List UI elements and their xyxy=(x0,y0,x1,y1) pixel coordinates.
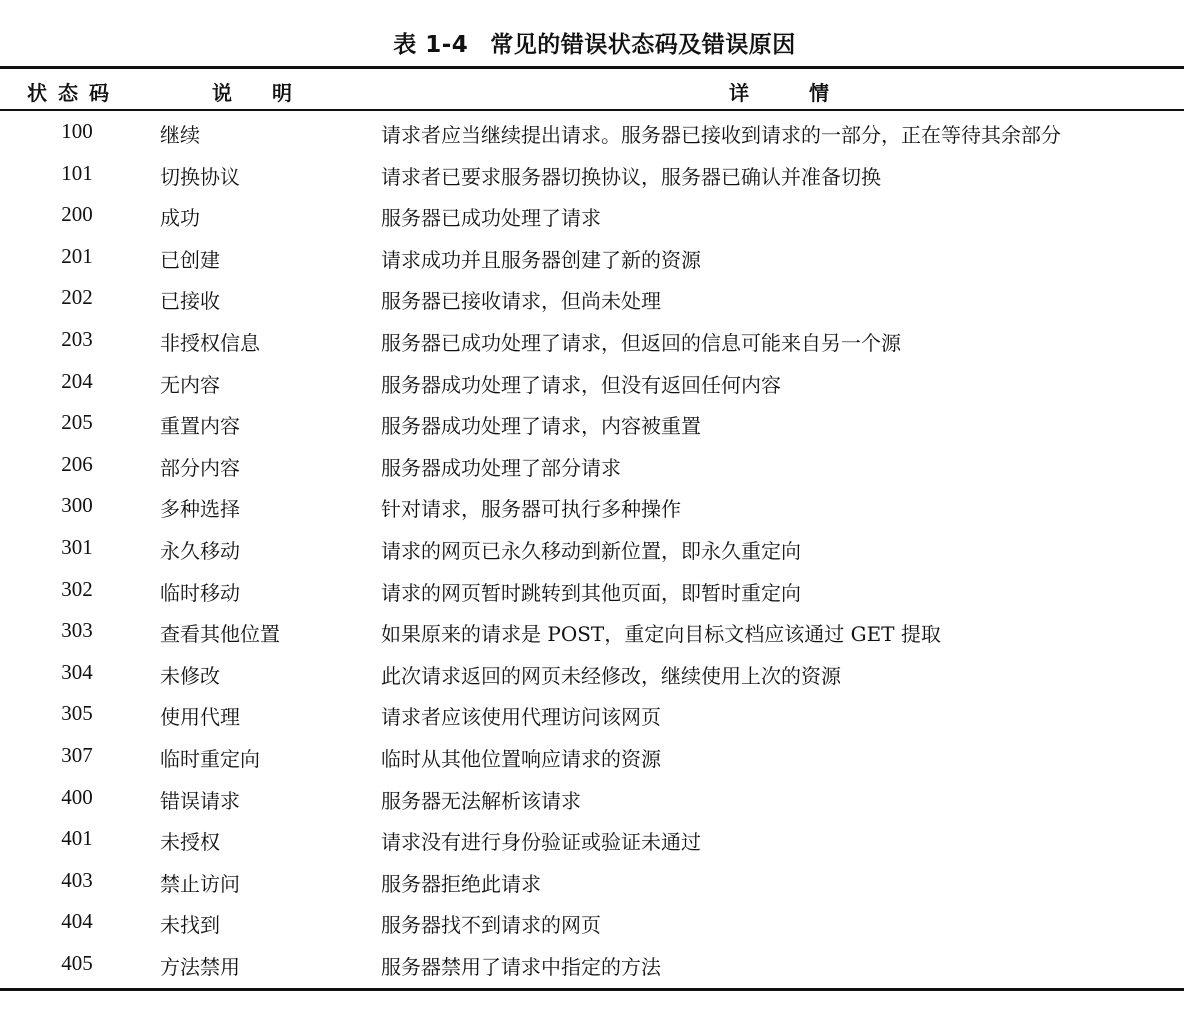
table-row xyxy=(0,901,1184,943)
status-code-cell: 301 xyxy=(61,534,93,559)
detail-cell: 服务器拒绝此请求 xyxy=(381,871,541,896)
table-row xyxy=(0,194,1184,236)
table-row xyxy=(0,943,1184,985)
table-row xyxy=(0,111,1184,153)
description-cell: 已创建 xyxy=(160,247,220,272)
header-description: 说明 xyxy=(212,81,332,105)
table-bottom-rule xyxy=(0,988,1184,991)
detail-cell: 请求者应当继续提出请求。服务器已接收到请求的一部分，正在等待其余部分 xyxy=(381,123,1061,147)
status-code-cell: 403 xyxy=(61,867,93,892)
description-cell: 继续 xyxy=(160,123,200,147)
status-code-cell: 400 xyxy=(61,784,93,809)
table-row xyxy=(0,652,1184,694)
detail-cell: 服务器找不到请求的网页 xyxy=(381,913,601,938)
table-header-row xyxy=(0,69,1184,109)
table-row xyxy=(0,735,1184,777)
detail-cell: 请求没有进行身份验证或验证未通过 xyxy=(381,830,701,855)
status-code-cell: 202 xyxy=(61,285,93,310)
detail-cell: 请求的网页已永久移动到新位置，即永久重定向 xyxy=(381,538,801,563)
table-row xyxy=(0,153,1184,195)
description-cell: 禁止访问 xyxy=(160,871,240,896)
table-row xyxy=(0,277,1184,319)
table-row xyxy=(0,860,1184,902)
description-cell: 错误请求 xyxy=(160,788,240,813)
status-code-cell: 302 xyxy=(61,576,93,601)
detail-cell: 请求者已要求服务器切换协议，服务器已确认并准备切换 xyxy=(381,164,881,189)
detail-cell: 临时从其他位置响应请求的资源 xyxy=(381,746,661,771)
description-cell: 多种选择 xyxy=(160,497,240,522)
status-code-cell: 307 xyxy=(61,742,93,767)
detail-cell: 服务器已成功处理了请求 xyxy=(381,206,601,231)
table-row xyxy=(0,818,1184,860)
table-row xyxy=(0,361,1184,403)
detail-cell: 如果原来的请求是 POST，重定向目标文档应该通过 GET 提取 xyxy=(381,622,941,647)
status-code-cell: 100 xyxy=(61,119,93,143)
table-row xyxy=(0,693,1184,735)
status-code-cell: 101 xyxy=(61,160,93,185)
status-code-cell: 300 xyxy=(61,493,93,518)
table-row xyxy=(0,444,1184,486)
detail-cell: 服务器成功处理了请求，内容被重置 xyxy=(381,414,701,439)
description-cell: 未授权 xyxy=(160,830,220,855)
status-code-cell: 204 xyxy=(61,368,93,393)
table-row xyxy=(0,777,1184,819)
detail-cell: 服务器无法解析该请求 xyxy=(381,788,581,813)
detail-cell: 请求成功并且服务器创建了新的资源 xyxy=(381,247,701,272)
detail-cell: 服务器已成功处理了请求，但返回的信息可能来自另一个源 xyxy=(381,330,901,355)
status-code-cell: 305 xyxy=(61,701,93,726)
detail-cell: 服务器成功处理了部分请求 xyxy=(381,455,621,480)
description-cell: 成功 xyxy=(160,206,200,231)
table-title: 常见的错误状态码及错误原因 xyxy=(490,32,796,58)
description-cell: 切换协议 xyxy=(160,164,240,189)
description-cell: 部分内容 xyxy=(160,455,240,480)
table-row xyxy=(0,569,1184,611)
description-cell: 重置内容 xyxy=(160,414,240,439)
table-row xyxy=(0,527,1184,569)
detail-cell: 服务器成功处理了请求，但没有返回任何内容 xyxy=(381,372,781,397)
table-row xyxy=(0,485,1184,527)
description-cell: 临时重定向 xyxy=(160,746,260,771)
table-row xyxy=(0,319,1184,361)
status-code-cell: 303 xyxy=(61,618,93,643)
header-detail: 详情 xyxy=(729,81,889,105)
detail-cell: 请求的网页暂时跳转到其他页面，即暂时重定向 xyxy=(381,580,801,605)
table-number: 表 1-4 xyxy=(393,32,469,58)
table-row xyxy=(0,236,1184,278)
description-cell: 查看其他位置 xyxy=(160,622,280,647)
status-code-cell: 206 xyxy=(61,451,93,476)
table-row xyxy=(0,402,1184,444)
detail-cell: 服务器已接收请求，但尚未处理 xyxy=(381,289,661,314)
description-cell: 未修改 xyxy=(160,663,220,688)
status-code-cell: 205 xyxy=(61,410,93,435)
detail-cell: 针对请求，服务器可执行多种操作 xyxy=(381,497,681,522)
status-code-cell: 200 xyxy=(61,202,93,227)
status-code-cell: 405 xyxy=(61,950,93,975)
description-cell: 使用代理 xyxy=(160,705,240,730)
detail-cell: 请求者应该使用代理访问该网页 xyxy=(381,705,661,730)
description-cell: 未找到 xyxy=(160,913,220,938)
description-cell: 永久移动 xyxy=(160,538,240,563)
detail-cell: 此次请求返回的网页未经修改，继续使用上次的资源 xyxy=(381,663,841,688)
status-code-cell: 401 xyxy=(61,826,93,851)
table-row xyxy=(0,610,1184,652)
table-body xyxy=(0,111,1184,984)
status-code-cell: 304 xyxy=(61,659,93,684)
table-caption xyxy=(0,26,1189,59)
status-code-cell: 203 xyxy=(61,326,93,351)
description-cell: 无内容 xyxy=(160,372,220,397)
description-cell: 已接收 xyxy=(160,289,220,314)
detail-cell: 服务器禁用了请求中指定的方法 xyxy=(381,954,661,979)
description-cell: 非授权信息 xyxy=(160,330,260,355)
status-code-cell: 404 xyxy=(61,909,93,934)
description-cell: 方法禁用 xyxy=(160,954,240,979)
header-status-code: 状态码 xyxy=(27,81,120,105)
description-cell: 临时移动 xyxy=(160,580,240,605)
status-code-cell: 201 xyxy=(61,243,93,268)
